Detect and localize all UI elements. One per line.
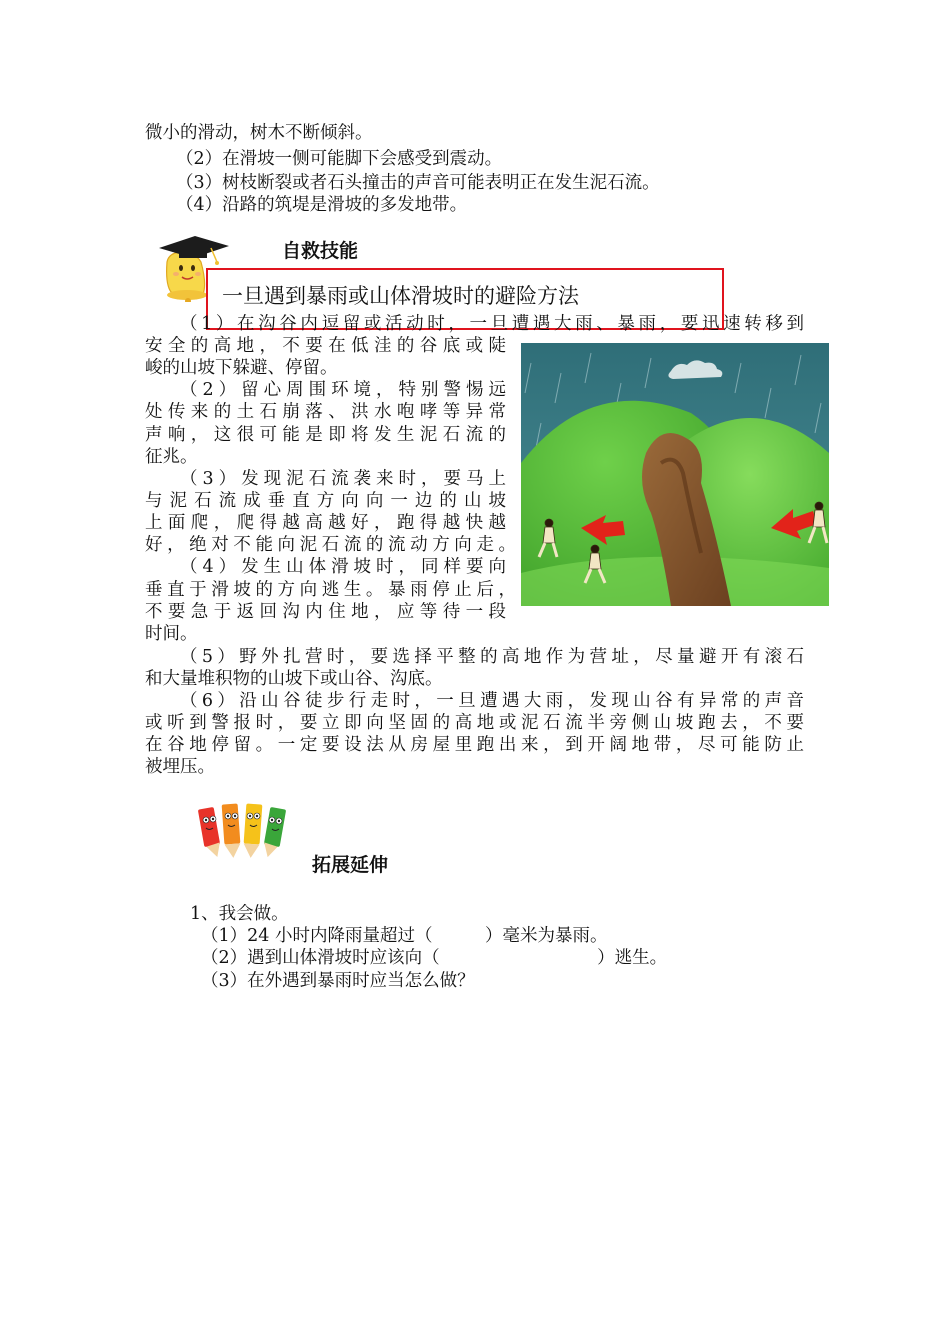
- pencil-family-icon: [195, 800, 295, 862]
- paragraph-line: （3）发现泥石流袭来时，要马上: [180, 469, 506, 489]
- paragraph-line: 安全的高地，不要在低洼的谷底或陡: [145, 336, 506, 356]
- paragraph-line: 好，绝对不能向泥石流的流动方向走。: [145, 535, 516, 555]
- paragraph-line: 垂直于滑坡的方向逃生。暴雨停止后，: [145, 580, 516, 600]
- exercise-line: （3）在外遇到暴雨时应当怎么做？: [201, 971, 475, 991]
- landslide-illustration: [521, 343, 829, 606]
- intro-line: （2）在滑坡一侧可能脚下会感受到震动。: [176, 149, 503, 169]
- paragraph-line: （4）发生山体滑坡时，同样要向: [180, 557, 506, 577]
- boxed-title-text: 一旦遇到暴雨或山体滑坡时的避险方法: [222, 284, 579, 308]
- intro-line: （3）树枝断裂或者石头撞击的声音可能表明正在发生泥石流。: [176, 173, 660, 193]
- paragraph-line: 或听到警报时，要立即向坚固的高地或泥石流半旁侧山坡跑去，不要: [145, 713, 804, 733]
- paragraph-line: （1）在沟谷内逗留或活动时，一旦遭遇大雨、暴雨，要迅速转移到: [180, 314, 804, 334]
- paragraph-line: 声响，这很可能是即将发生泥石流的: [145, 425, 506, 445]
- paragraph-line: 处传来的土石崩落、洪水咆哮等异常: [145, 402, 506, 422]
- intro-line: （4）沿路的筑堤是滑坡的多发地带。: [176, 195, 468, 215]
- paragraph-line: 不要急于返回沟内住地，应等待一段: [145, 602, 506, 622]
- intro-line: 微小的滑动，树木不断倾斜。: [145, 123, 373, 143]
- paragraph-line: （6）沿山谷徒步行走时，一旦遭遇大雨，发现山谷有异常的声音: [180, 691, 804, 711]
- section-heading-self-rescue: 自救技能: [282, 240, 359, 262]
- paragraph-line: 被埋压。: [145, 757, 215, 777]
- exercise-line: （1）24 小时内降雨量超过（ ）毫米为暴雨。: [201, 926, 608, 946]
- paragraph-line: 上面爬，爬得越高越好，跑得越快越: [145, 513, 506, 533]
- section-heading-extension: 拓展延伸: [312, 854, 389, 876]
- paragraph-line: （5）野外扎营时，要选择平整的高地作为营址，尽量避开有滚石: [180, 647, 804, 667]
- exercise-line: （2）遇到山体滑坡时应该向（ ）逃生。: [201, 948, 668, 968]
- paragraph-line: 峻的山坡下躲避、停留。: [145, 358, 338, 378]
- paragraph-line: 在谷地停留。一定要设法从房屋里跑出来，到开阔地带，尽可能防止: [145, 735, 804, 755]
- paragraph-line: 和大量堆积物的山坡下或山谷、沟底。: [145, 669, 443, 689]
- exercise-line: 1、我会做。: [190, 904, 289, 924]
- paragraph-line: （2）留心周围环境，特别警惕远: [180, 380, 506, 400]
- paragraph-line: 征兆。: [145, 447, 198, 467]
- paragraph-line: 与泥石流成垂直方向向一边的山坡: [145, 491, 506, 511]
- paragraph-line: 时间。: [145, 624, 198, 644]
